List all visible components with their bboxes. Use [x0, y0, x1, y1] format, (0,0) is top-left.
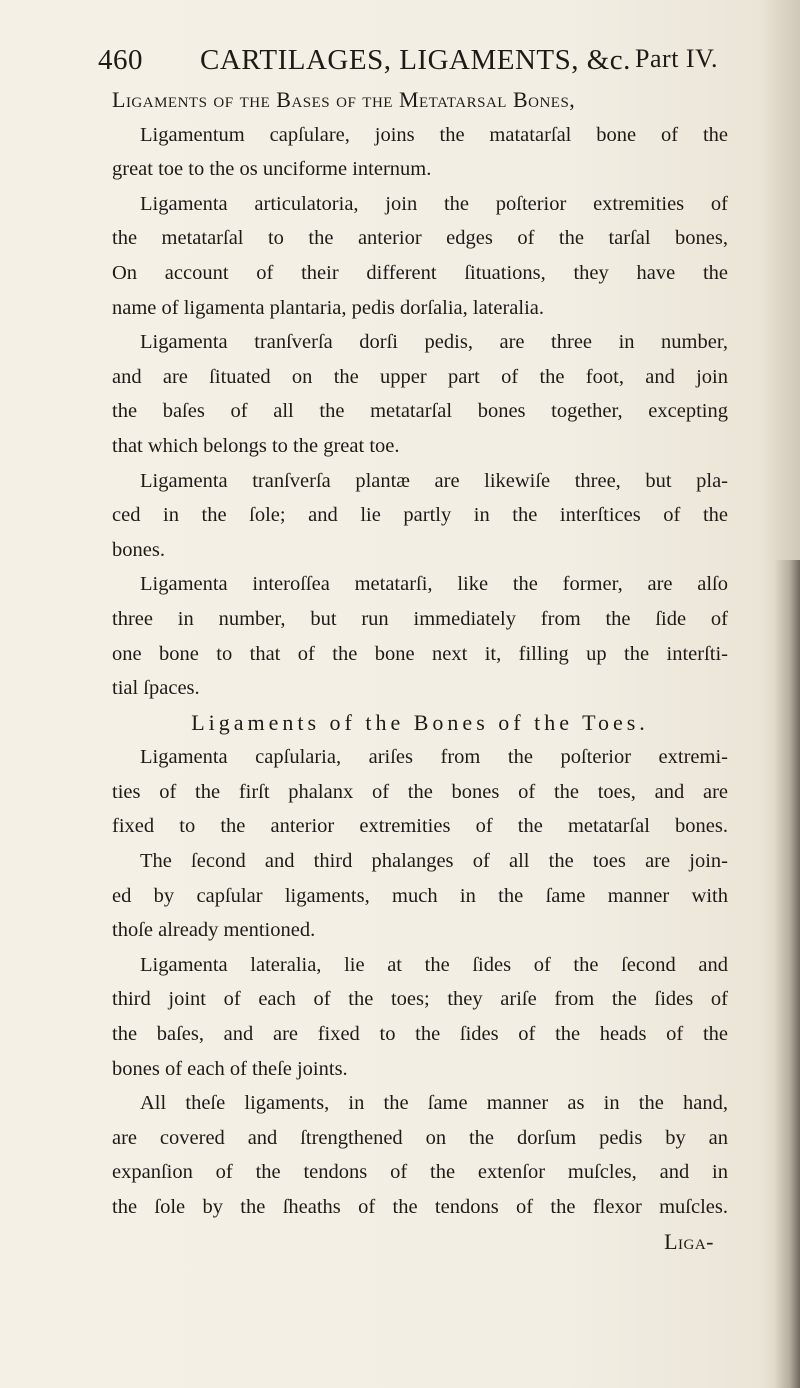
text-line: ed by capſular ligaments, much in the ſame manner with [112, 884, 728, 907]
text-line: three in number, but run immediately from the ſide of [112, 607, 728, 630]
text-line: On account of their different ſituations, they have the [112, 261, 728, 284]
text-line: thoſe already mentioned. [112, 919, 316, 942]
text-line: Ligamenta tranſverſa dorſi pedis, are three in number, [140, 331, 728, 354]
text-line: All theſe ligaments, in the ſame manner as in the hand, [140, 1092, 728, 1115]
section-heading: Ligaments of the Bases of the Metatarsal Bones, [112, 87, 576, 112]
text-line: Ligamenta lateralia, lie at the ſides of the ſecond and [140, 953, 728, 976]
text-line: Ligamenta capſularia, ariſes from the poſterior extremi- [140, 746, 728, 769]
text-line: Ligamenta tranſverſa plantæ are likewiſe three, but pla- [140, 469, 728, 492]
running-header [98, 44, 718, 84]
text-line: ties of the firſt phalanx of the bones of the toes, and are [112, 780, 728, 803]
text-line: Ligamentum capſulare, joins the matatarſal bone of the [140, 123, 728, 146]
text-line: bones. [112, 538, 165, 561]
text-line: the metatarſal to the anterior edges of the tarſal bones, [112, 227, 728, 250]
text-line: and are ſituated on the upper part of the foot, and join [112, 365, 728, 388]
text-line: Ligamenta articulatoria, join the poſterior extremities of [140, 192, 728, 215]
text-line: expanſion of the tendons of the extenſor muſcles, and in [112, 1161, 728, 1184]
part-label: Part IV. [635, 44, 718, 73]
text-line: bones of each of theſe joints. [112, 1057, 348, 1080]
text-line: the baſes of all the metatarſal bones together, excepting [112, 400, 728, 423]
text-line: name of ligamenta plantaria, pedis dorſalia, lateralia. [112, 296, 545, 319]
page-number: 460 [98, 44, 143, 76]
catchword: Liga- [664, 1228, 714, 1254]
text-line: third joint of each of the toes; they ariſe from the ſides of [112, 988, 728, 1011]
text-line: fixed to the anterior extremities of the metatarſal bones. [112, 815, 728, 838]
text-line: ced in the ſole; and lie partly in the interſtices of the [112, 504, 728, 527]
text-line: great toe to the os unciforme internum. [112, 158, 432, 181]
text-line: Ligamenta interoſſea metatarſi, like the former, are alſo [140, 573, 728, 596]
text-line: the baſes, and are fixed to the ſides of the heads of the [112, 1023, 728, 1046]
text-line: are covered and ſtrengthened on the dorſum pedis by an [112, 1126, 728, 1149]
text-line: the ſole by the ſheaths of the tendons of the flexor muſcles. [112, 1196, 728, 1218]
text-line: that which belongs to the great toe. [112, 434, 400, 457]
body-text [112, 83, 728, 1259]
text-line: The ſecond and third phalanges of all the toes are join- [140, 850, 728, 873]
page-edge-shadow [774, 560, 800, 1388]
text-line: one bone to that of the bone next it, filling up the interſti- [112, 642, 728, 665]
running-title: CARTILAGES, LIGAMENTS, &c. [200, 44, 631, 76]
text-line: tial ſpaces. [112, 677, 200, 700]
section-heading: Ligaments of the Bones of the Toes. [191, 709, 649, 735]
